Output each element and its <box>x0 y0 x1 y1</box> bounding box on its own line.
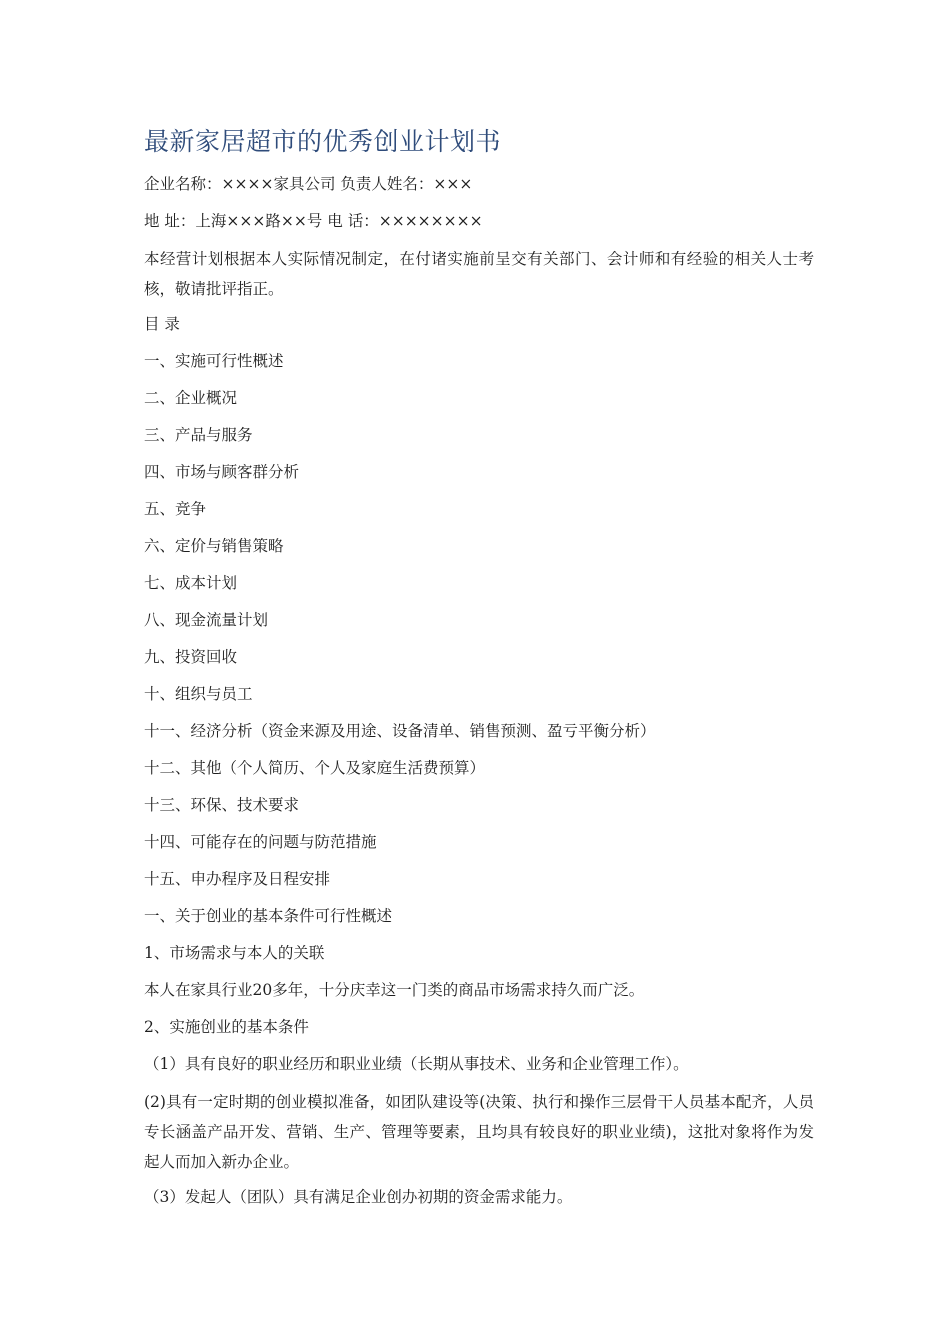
document-body <box>144 170 814 1220</box>
condition-item-1: （1）具有良好的职业经历和职业业绩（长期从事技术、业务和企业管理工作）。 <box>144 1055 689 1073</box>
intro-paragraph: 本经营计划根据本人实际情况制定，在付诸实施前呈交有关部门、会计师和有经验的相关人士考核，敬请批评指正。 <box>144 250 814 298</box>
toc-heading: 目 录 <box>144 315 180 333</box>
section-1-heading: 一、关于创业的基本条件可行性概述 <box>144 907 393 925</box>
subsection-2-heading: 2、实施创业的基本条件 <box>144 1018 309 1036</box>
toc-item: 五、竞争 <box>144 500 207 518</box>
table-of-contents <box>144 347 814 893</box>
toc-item: 一、实施可行性概述 <box>144 352 284 370</box>
toc-item: 二、企业概况 <box>144 389 238 407</box>
toc-item: 四、市场与顾客群分析 <box>144 463 300 481</box>
subsection-1-text: 本人在家具行业20多年，十分庆幸这一门类的商品市场需求持久而广泛。 <box>144 981 645 999</box>
toc-item: 十二、其他（个人简历、个人及家庭生活费预算） <box>144 759 486 777</box>
subsection-1-heading: 1、市场需求与本人的关联 <box>144 944 325 962</box>
address-line: 地 址：上海×××路××号 电 话：×××××××× <box>144 212 483 230</box>
toc-item: 七、成本计划 <box>144 574 238 592</box>
toc-item: 九、投资回收 <box>144 648 238 666</box>
document-title: 最新家居超市的优秀创业计划书 <box>144 127 502 156</box>
toc-item: 三、产品与服务 <box>144 426 253 444</box>
company-line: 企业名称：××××家具公司 负责人姓名：××× <box>144 175 473 193</box>
toc-item: 六、定价与销售策略 <box>144 537 284 555</box>
toc-item: 十五、申办程序及日程安排 <box>144 870 331 888</box>
toc-item: 十三、环保、技术要求 <box>144 796 300 814</box>
toc-item: 十四、可能存在的问题与防范措施 <box>144 833 377 851</box>
toc-item: 八、现金流量计划 <box>144 611 269 629</box>
condition-item-2: (2)具有一定时期的创业模拟准备，如团队建设等(决策、执行和操作三层骨干人员基本配齐，人员专长涵盖产品开发、营销、生产、管理等要素，且均具有较良好的职业业绩)，这批对象将作为发起人而加入新办企业。 <box>144 1093 814 1171</box>
condition-item-3: （3）发起人（团队）具有满足企业创办初期的资金需求能力。 <box>144 1188 573 1206</box>
toc-item: 十、组织与员工 <box>144 685 253 703</box>
toc-item: 十一、经济分析（资金来源及用途、设备清单、销售预测、盈亏平衡分析） <box>144 722 656 740</box>
